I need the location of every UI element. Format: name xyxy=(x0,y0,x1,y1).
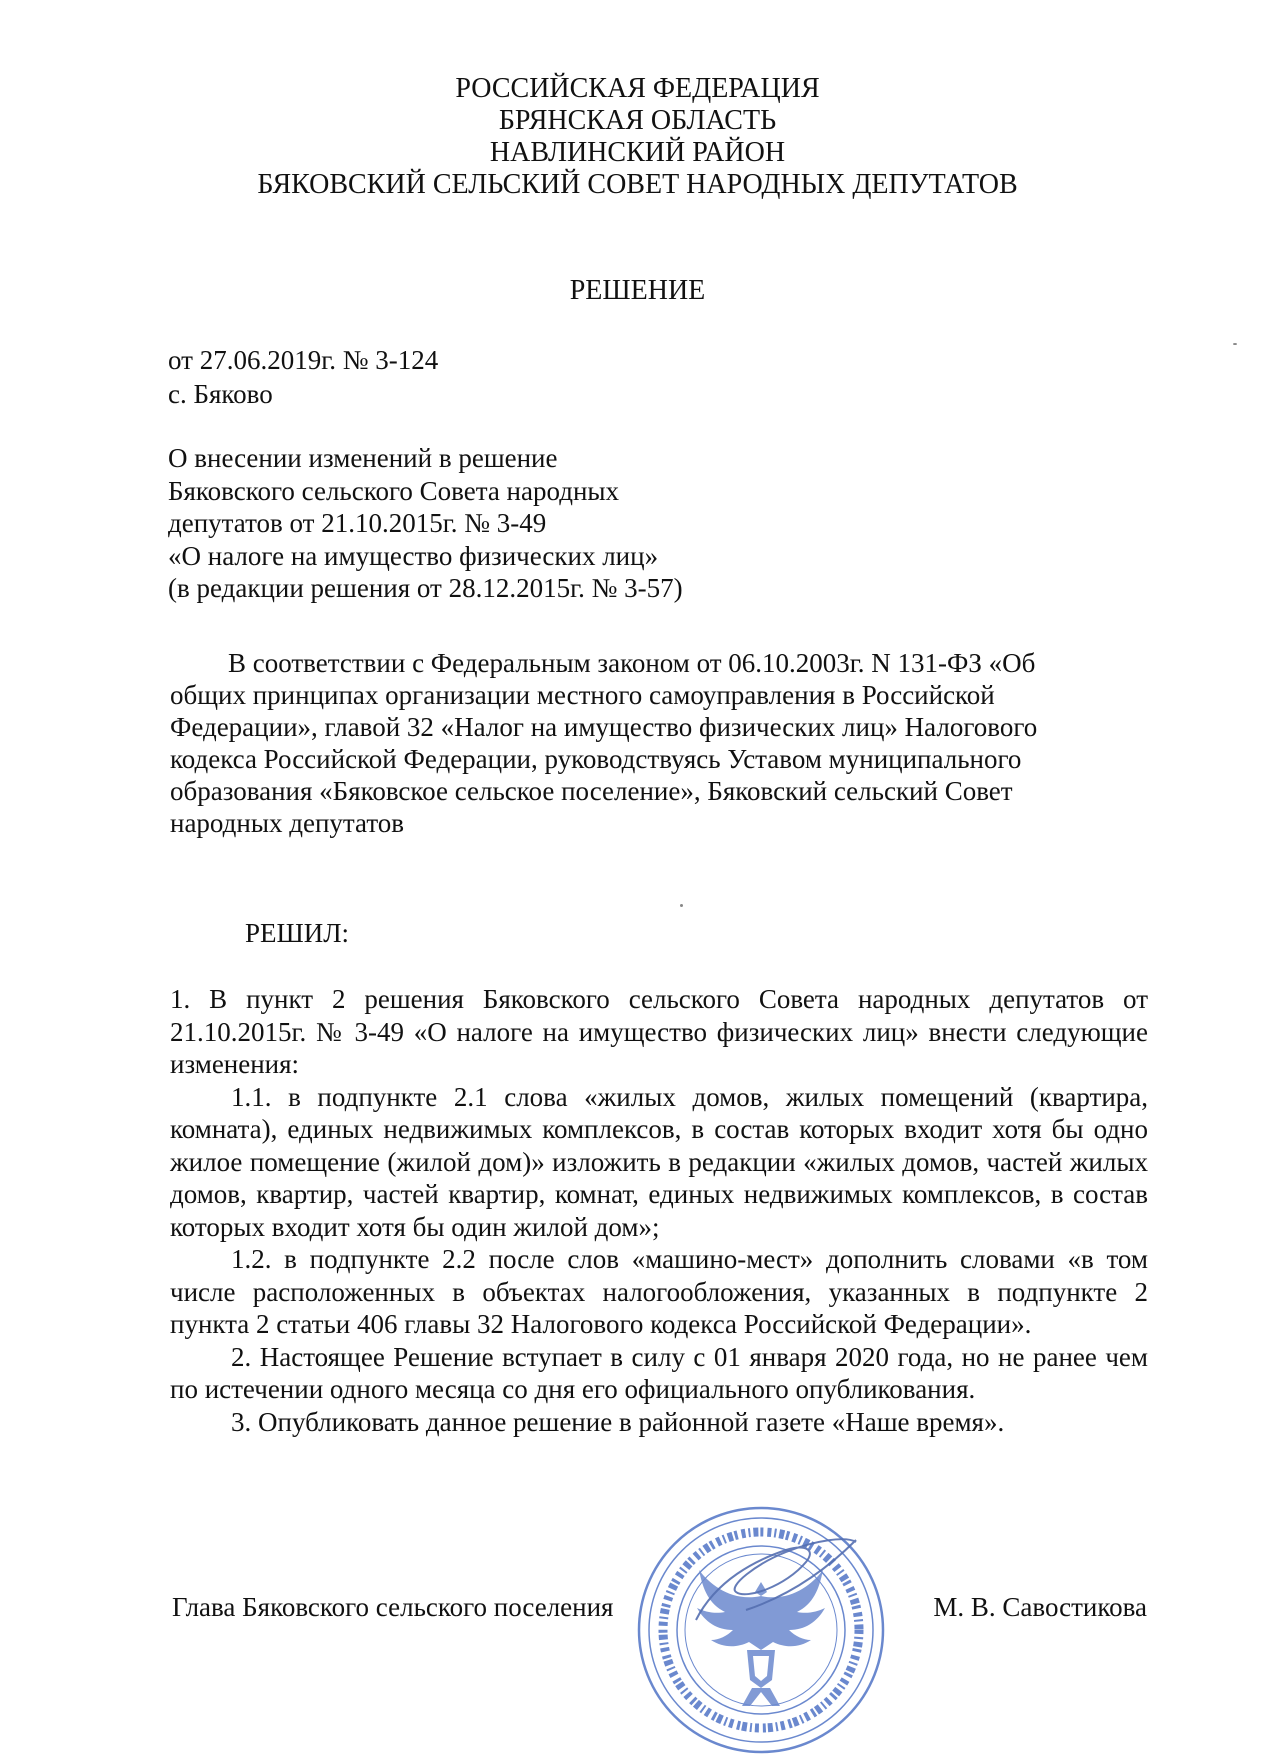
resolution-items xyxy=(170,983,1148,1438)
item-1: 1. В пункт 2 решения Бяковского сельского Совета народных депутатов от 21.10.2015г. № 3-49 «О налоге на имущество физических лиц» внести следующие изменения: xyxy=(170,984,1148,1079)
date-number: от 27.06.2019г. № 3-124 xyxy=(168,345,439,375)
preamble-paragraph: В соответствии с Федеральным законом от 06.10.2003г. N 131-ФЗ «Об общих принципах организации местного самоуправления в Российской Федерации», главой 32 «Налог на имущество физических лиц» Налогового кодекса Российской Федерации, руководствуясь Уставом муниципального образования «Бяковское сельское поселение», Бяковский сельский Совет народных депутатов xyxy=(170,648,1038,838)
subject-line: «О налоге на имущество физических лиц» xyxy=(168,540,659,571)
item-2: 2. Настоящее Решение вступает в силу с 01 января 2020 года, но не ранее чем по истечении одного месяца со дня его официального опубликования. xyxy=(170,1341,1148,1404)
document-meta xyxy=(168,343,438,411)
scan-speck xyxy=(680,904,683,907)
official-seal-stamp xyxy=(626,1500,896,1760)
subject-line: депутатов от 21.10.2015г. № 3-49 xyxy=(168,508,547,538)
header-line-district: НАВЛИНСКИЙ РАЙОН xyxy=(489,137,786,168)
place: с. Бяково xyxy=(168,379,273,409)
subject-line: О внесении изменений в решение xyxy=(168,443,558,473)
item-1-2: 1.2. в подпункте 2.2 после слов «машино-мест» дополнить словами «в том числе расположенных в объектах налогообложения, указанных в подпункте 2 пункта 2 статьи 406 главы 32 Налогового кодекса Российской Федерации». xyxy=(170,1244,1148,1339)
signatory-name: М. В. Савостикова xyxy=(933,1592,1147,1622)
subject-line: (в редакции решения от 28.12.2015г. № 3-57) xyxy=(168,573,683,603)
subject-line: Бяковского сельского Совета народных xyxy=(168,475,620,506)
document-type-title: РЕШЕНИЕ xyxy=(569,275,706,306)
item-1-1: 1.1. в подпункте 2.1 слова «жилых домов, жилых помещений (квартира, комната), единых недвижимых комплексов, в состав которых входит хотя бы одно жилое помещение (жилой дом)» изложить в редакции «жилых домов, частей жилых домов, квартир, частей квартир, комнат, единых недвижимых комплексов, в состав которых входит хотя бы один жилой дом»; xyxy=(170,1081,1148,1242)
signatory-position: Глава Бяковского сельского поселения xyxy=(172,1592,614,1622)
header-line-country: РОССИЙСКАЯ ФЕДЕРАЦИЯ xyxy=(455,73,820,104)
header-line-council: БЯКОВСКИЙ СЕЛЬСКИЙ СОВЕТ НАРОДНЫХ ДЕПУТАТОВ xyxy=(257,169,1018,200)
item-3: 3. Опубликовать данное решение в районной газете «Наше время». xyxy=(231,1406,1005,1437)
resolved-label: РЕШИЛ: xyxy=(245,918,350,948)
document-subject xyxy=(168,442,683,605)
header-line-region: БРЯНСКАЯ ОБЛАСТЬ xyxy=(498,105,777,136)
scan-speck xyxy=(1233,343,1237,345)
document-header xyxy=(0,73,1275,201)
